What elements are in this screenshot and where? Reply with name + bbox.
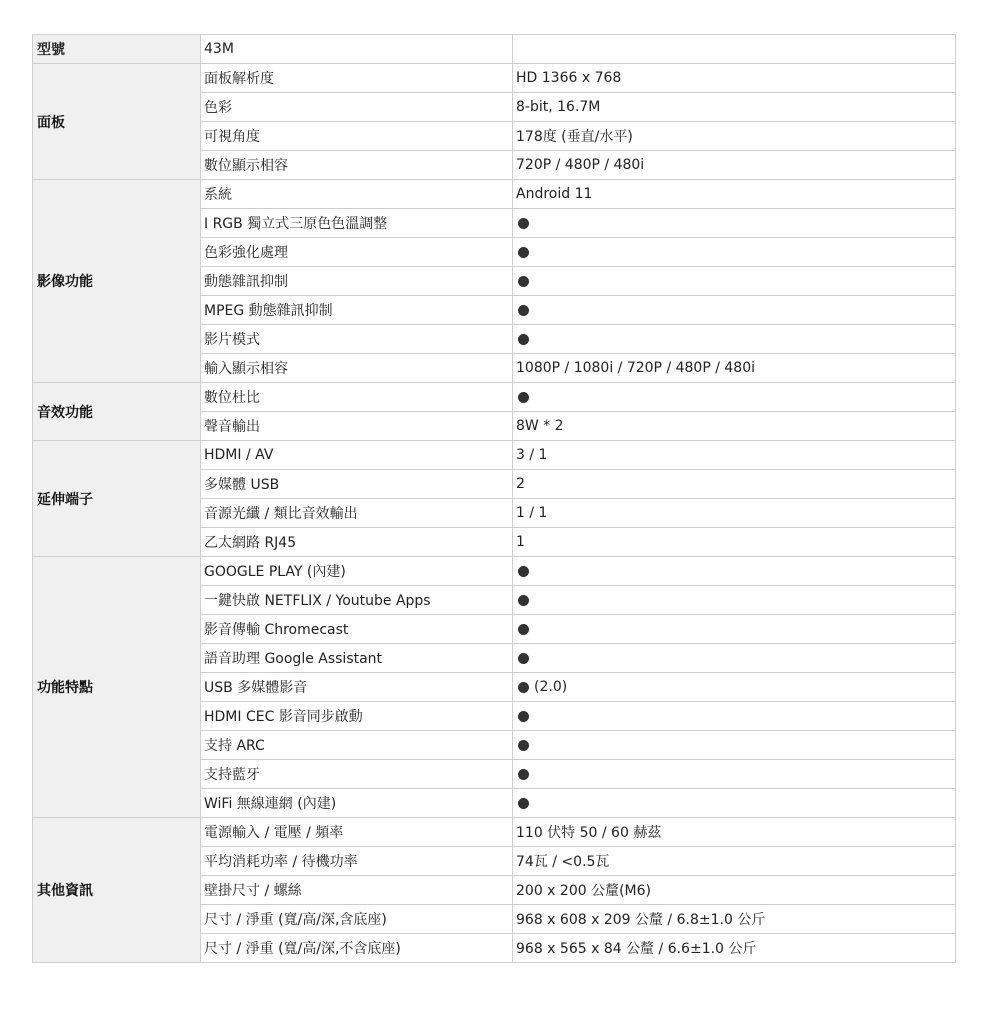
value-cell <box>513 296 956 325</box>
feature-cell: 支持 ARC <box>201 731 513 760</box>
value-note: (2.0) <box>534 679 568 695</box>
value-cell: 720P / 480P / 480i <box>513 151 956 180</box>
value-cell: 1 <box>513 528 956 557</box>
supported-dot-icon <box>518 218 529 229</box>
value-cell: 968 x 565 x 84 公釐 / 6.6±1.0 公斤 <box>513 934 956 963</box>
feature-cell: HDMI / AV <box>201 441 513 470</box>
value-cell <box>513 557 956 586</box>
feature-cell: WiFi 無線連網 (內建) <box>201 789 513 818</box>
value-cell: 3 / 1 <box>513 441 956 470</box>
feature-cell: 支持藍牙 <box>201 760 513 789</box>
spec-row <box>33 441 956 470</box>
feature-cell: 多媒體 USB <box>201 470 513 499</box>
value-cell <box>513 209 956 238</box>
model-extra <box>513 35 956 64</box>
model-label: 型號 <box>33 35 201 64</box>
spec-row <box>33 383 956 412</box>
feature-cell: 語音助理 Google Assistant <box>201 644 513 673</box>
feature-cell: 影音傳輸 Chromecast <box>201 615 513 644</box>
category-cell: 其他資訊 <box>33 818 201 963</box>
category-cell: 音效功能 <box>33 383 201 441</box>
value-cell: 1080P / 1080i / 720P / 480P / 480i <box>513 354 956 383</box>
feature-cell: 可視角度 <box>201 122 513 151</box>
feature-cell: 色彩 <box>201 93 513 122</box>
value-cell: 110 伏特 50 / 60 赫茲 <box>513 818 956 847</box>
supported-dot-icon <box>518 740 529 751</box>
feature-cell: 影片模式 <box>201 325 513 354</box>
model-value: 43M <box>201 35 513 64</box>
value-cell: 74瓦 / <0.5瓦 <box>513 847 956 876</box>
value-cell: 2 <box>513 470 956 499</box>
supported-dot-icon <box>518 392 529 403</box>
feature-cell: 數位杜比 <box>201 383 513 412</box>
feature-cell: 平均消耗功率 / 待機功率 <box>201 847 513 876</box>
value-cell <box>513 644 956 673</box>
value-cell <box>513 673 956 702</box>
value-cell: HD 1366 x 768 <box>513 64 956 93</box>
supported-dot-icon <box>518 624 529 635</box>
value-cell <box>513 267 956 296</box>
feature-cell: 乙太網路 RJ45 <box>201 528 513 557</box>
spec-table <box>32 34 956 963</box>
feature-cell: HDMI CEC 影音同步啟動 <box>201 702 513 731</box>
spec-row <box>33 557 956 586</box>
supported-dot-icon <box>518 711 529 722</box>
feature-cell: 尺寸 / 淨重 (寬/高/深,含底座) <box>201 905 513 934</box>
feature-cell: 電源輸入 / 電壓 / 頻率 <box>201 818 513 847</box>
value-cell: 8-bit, 16.7M <box>513 93 956 122</box>
supported-dot-icon <box>518 247 529 258</box>
supported-dot-icon <box>518 682 529 693</box>
category-cell: 面板 <box>33 64 201 180</box>
feature-cell: 音源光纖 / 類比音效輸出 <box>201 499 513 528</box>
value-cell: 200 x 200 公釐(M6) <box>513 876 956 905</box>
feature-cell: 壁掛尺寸 / 螺絲 <box>201 876 513 905</box>
feature-cell: I RGB 獨立式三原色色溫調整 <box>201 209 513 238</box>
supported-dot-icon <box>518 276 529 287</box>
value-cell <box>513 731 956 760</box>
spec-row <box>33 818 956 847</box>
value-cell: 1 / 1 <box>513 499 956 528</box>
spec-row <box>33 180 956 209</box>
category-cell: 影像功能 <box>33 180 201 383</box>
value-cell <box>513 325 956 354</box>
supported-dot-icon <box>518 595 529 606</box>
supported-dot-icon <box>518 798 529 809</box>
supported-dot-icon <box>518 653 529 664</box>
feature-cell: 系統 <box>201 180 513 209</box>
spec-row <box>33 64 956 93</box>
feature-cell: 動態雜訊抑制 <box>201 267 513 296</box>
feature-cell: 尺寸 / 淨重 (寬/高/深,不含底座) <box>201 934 513 963</box>
category-cell: 功能特點 <box>33 557 201 818</box>
value-cell <box>513 238 956 267</box>
feature-cell: 面板解析度 <box>201 64 513 93</box>
supported-dot-icon <box>518 769 529 780</box>
feature-cell: 數位顯示相容 <box>201 151 513 180</box>
value-cell: 178度 (垂直/水平) <box>513 122 956 151</box>
value-cell <box>513 702 956 731</box>
feature-cell: 輸入顯示相容 <box>201 354 513 383</box>
supported-dot-icon <box>518 305 529 316</box>
header-row <box>33 35 956 64</box>
value-cell <box>513 789 956 818</box>
value-cell <box>513 586 956 615</box>
value-cell: 8W * 2 <box>513 412 956 441</box>
supported-dot-icon <box>518 334 529 345</box>
value-cell: Android 11 <box>513 180 956 209</box>
feature-cell: USB 多媒體影音 <box>201 673 513 702</box>
supported-dot-icon <box>518 566 529 577</box>
feature-cell: MPEG 動態雜訊抑制 <box>201 296 513 325</box>
feature-cell: GOOGLE PLAY (內建) <box>201 557 513 586</box>
feature-cell: 聲音輸出 <box>201 412 513 441</box>
feature-cell: 色彩強化處理 <box>201 238 513 267</box>
value-cell <box>513 615 956 644</box>
value-cell <box>513 760 956 789</box>
feature-cell: 一鍵快啟 NETFLIX / Youtube Apps <box>201 586 513 615</box>
value-cell <box>513 383 956 412</box>
category-cell: 延伸端子 <box>33 441 201 557</box>
value-cell: 968 x 608 x 209 公釐 / 6.8±1.0 公斤 <box>513 905 956 934</box>
